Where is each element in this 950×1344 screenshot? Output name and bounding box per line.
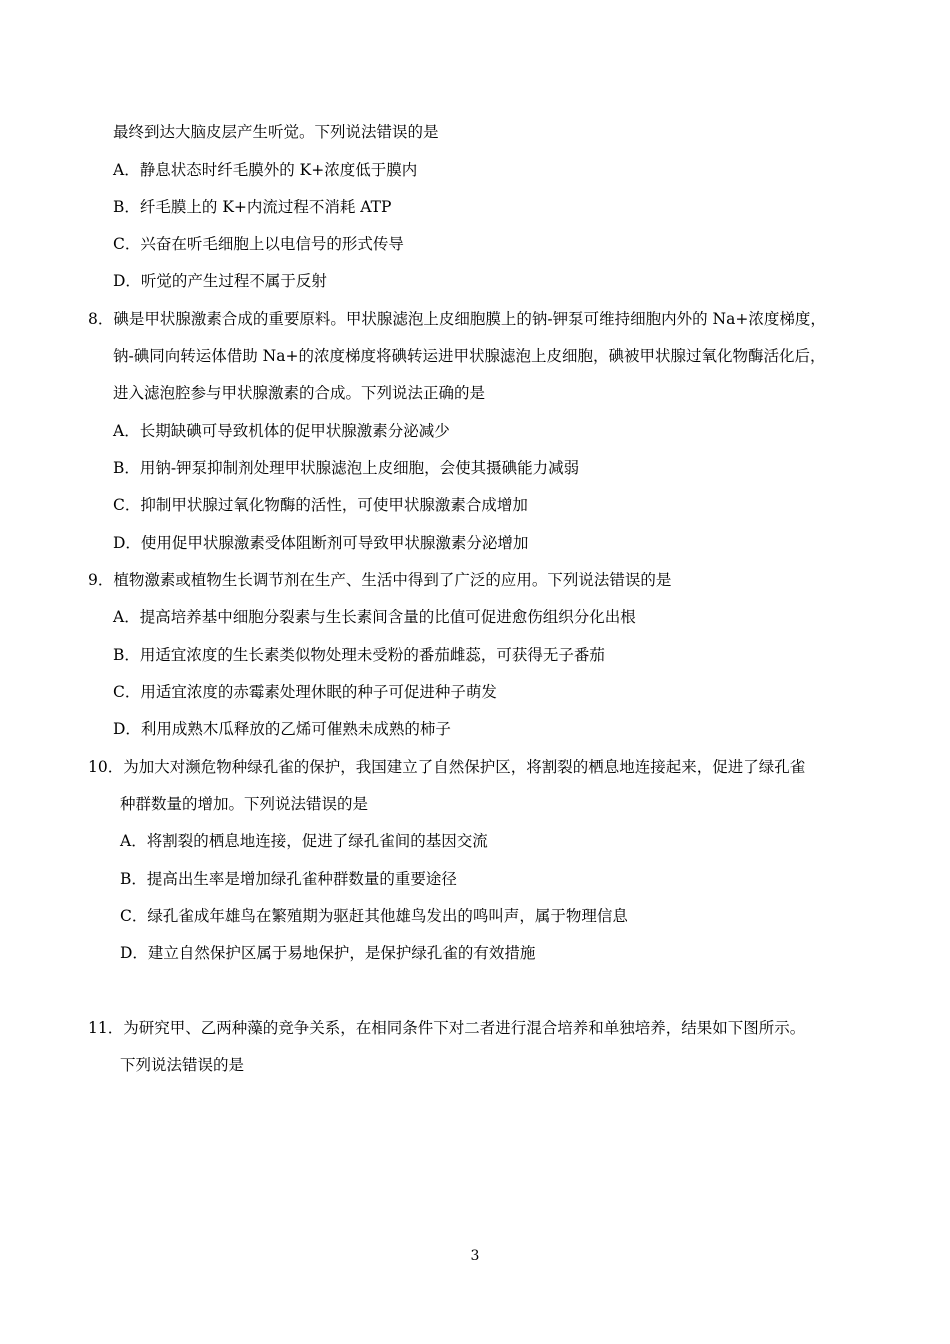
q9-option-b: B．用适宜浓度的生长素类似物处理未受粉的番茄雌蕊，可获得无子番茄 (113, 646, 605, 664)
q7-stem-tail: 最终到达大脑皮层产生听觉。下列说法错误的是 (113, 123, 439, 141)
q11-stem-line-1: 11．为研究甲、乙两种藻的竞争关系，在相同条件下对二者进行混合培养和单独培养，结果如下图所示。 (88, 1019, 806, 1037)
q9-stem-line-1: 9．植物激素或植物生长调节剂在生产、生活中得到了广泛的应用。下列说法错误的是 (88, 571, 672, 589)
q7-option-d: D．听觉的产生过程不属于反射 (113, 272, 327, 290)
q7-option-a: A．静息状态时纤毛膜外的 K+浓度低于膜内 (113, 161, 418, 179)
q9-option-d: D．利用成熟木瓜释放的乙烯可催熟未成熟的柿子 (113, 720, 451, 738)
q9-option-c: C．用适宜浓度的赤霉素处理休眠的种子可促进种子萌发 (113, 683, 497, 701)
q9-option-a: A．提高培养基中细胞分裂素与生长素间含量的比值可促进愈伤组织分化出根 (113, 608, 636, 626)
page-number: 3 (470, 1248, 480, 1264)
q10-option-a: A．将割裂的栖息地连接，促进了绿孔雀间的基因交流 (120, 832, 488, 850)
q11-stem-line-2: 下列说法错误的是 (120, 1056, 245, 1074)
q8-stem-line-2: 钠-碘同向转运体借助 Na+的浓度梯度将碘转运进甲状腺滤泡上皮细胞，碘被甲状腺过氧化物酶活化后， (113, 347, 826, 365)
q10-stem-line-2: 种群数量的增加。下列说法错误的是 (120, 795, 369, 813)
q8-option-a: A．长期缺碘可导致机体的促甲状腺激素分泌减少 (113, 422, 450, 440)
q8-option-d: D．使用促甲状腺激素受体阻断剂可导致甲状腺激素分泌增加 (113, 534, 529, 552)
q10-option-b: B．提高出生率是增加绿孔雀种群数量的重要途径 (120, 870, 457, 888)
q8-stem-line-1: 8．碘是甲状腺激素合成的重要原料。甲状腺滤泡上皮细胞膜上的钠-钾泵可维持细胞内外的 Na+浓度梯度， (88, 310, 826, 328)
q10-stem-line-1: 10．为加大对濒危物种绿孔雀的保护，我国建立了自然保护区，将割裂的栖息地连接起来，促进了绿孔雀 (88, 758, 806, 776)
q8-option-c: C．抑制甲状腺过氧化物酶的活性，可使甲状腺激素合成增加 (113, 496, 528, 514)
q10-option-d: D．建立自然保护区属于易地保护，是保护绿孔雀的有效措施 (120, 944, 536, 962)
q7-option-c: C．兴奋在听毛细胞上以电信号的形式传导 (113, 235, 404, 253)
q7-option-b: B．纤毛膜上的 K+内流过程不消耗 ATP (113, 198, 392, 216)
q8-stem-line-3: 进入滤泡腔参与甲状腺激素的合成。下列说法正确的是 (113, 384, 486, 402)
q10-option-c: C．绿孔雀成年雄鸟在繁殖期为驱赶其他雄鸟发出的鸣叫声，属于物理信息 (120, 907, 628, 925)
q8-option-b: B．用钠-钾泵抑制剂处理甲状腺滤泡上皮细胞，会使其摄碘能力减弱 (113, 459, 580, 477)
